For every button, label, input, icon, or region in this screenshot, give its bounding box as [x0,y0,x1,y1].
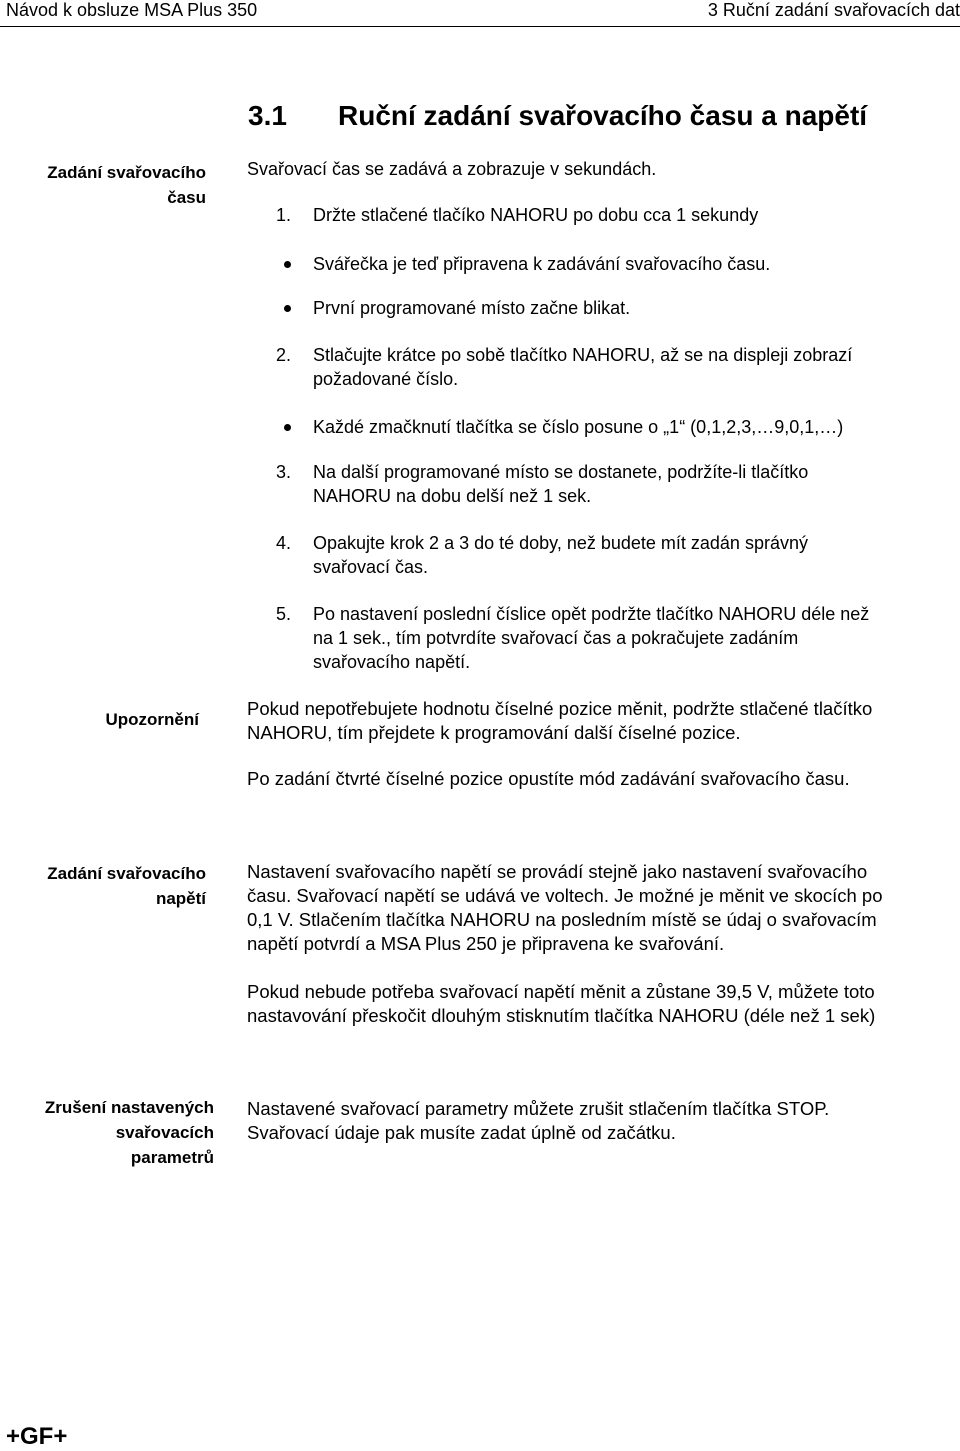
side-label-welding-time: Zadání svařovacího času [47,163,206,207]
section-heading [248,100,867,132]
side-label-cancel-parameters: Zrušení nastavených svařovacích parametrů [44,1098,214,1167]
step-5: 5. Po nastavení poslední číslice opět podržte tlačítko NAHORU déle než na 1 sek., tím potvrdíte svařovací čas a pokračujete zadáním svařovacího napětí. [276,604,870,672]
bullet-3: Každé zmačknutí tlačítka se číslo posune o „1“ (0,1,2,3,…9,0,1,…) [284,415,960,439]
gf-logo: +GF+ [6,1423,68,1450]
step-4: 4. Opakujte krok 2 a 3 do té doby, než budete mít zadán správný svařovací čas. [276,533,808,577]
step-2: 2. Stlačujte krátce po sobě tlačítko NAHORU, až se na displeji zobrazí požadované číslo. [276,345,853,389]
side-label-welding-voltage: Zadání svařovacího napětí [47,864,206,908]
notice-paragraph-1: Pokud nepotřebujete hodnotu číselné pozice měnit, podržte stlačené tlačítko NAHORU, tím přejdete k programování další číselné pozice. [247,698,873,743]
time-intro: Svařovací čas se zadává a zobrazuje v sekundách. [247,159,657,179]
section-title: Ruční zadání svařovacího času a napětí [338,100,868,131]
side-label-notice: Upozornění [105,710,199,729]
bullet-1: Svářečka je teď připravena k zadávání svařovacího času. [284,252,960,276]
header-chapter-title: 3 Ruční zadání svařovacích dat [707,0,960,20]
page-header [0,0,960,27]
bullet-icon [284,424,291,431]
section-number: 3.1 [248,100,287,131]
bullet-icon [284,305,291,312]
bullet-icon [284,261,291,268]
cancel-paragraph: Nastavené svařovací parametry můžete zrušit stlačením tlačítka STOP. Svařovací údaje pak musíte zadat úplně od začátku. [247,1098,830,1143]
bullet-2: První programované místo začne blikat. [284,296,960,320]
notice-paragraph-2: Po zadání čtvrté číselné pozice opustíte mód zadávání svařovacího času. [247,768,850,789]
step-1: 1. Držte stlačené tlačíko NAHORU po dobu cca 1 sekundy [276,205,759,225]
voltage-paragraph-1: Nastavení svařovacího napětí se provádí stejně jako nastavení svařovacího času. Svařovací napětí se udává ve voltech. Je možné je měnit ve skocích po 0,1 V. Stlačením tlačítka NAHORU na posledním místě se údaj o svařovacím napětí potvrdí a MSA Plus 250 je připravena ke svařování. [247,861,883,954]
header-document-title: Návod k obsluze MSA Plus 350 [6,0,258,20]
step-3: 3. Na další programované místo se dostanete, podržíte-li tlačítko NAHORU na dobu delší než 1 sek. [276,462,809,506]
voltage-paragraph-2: Pokud nebude potřeba svařovací napětí měnit a zůstane 39,5 V, můžete toto nastavování přeskočit dlouhým stisknutím tlačítka NAHORU (déle než 1 sek) [247,981,876,1026]
